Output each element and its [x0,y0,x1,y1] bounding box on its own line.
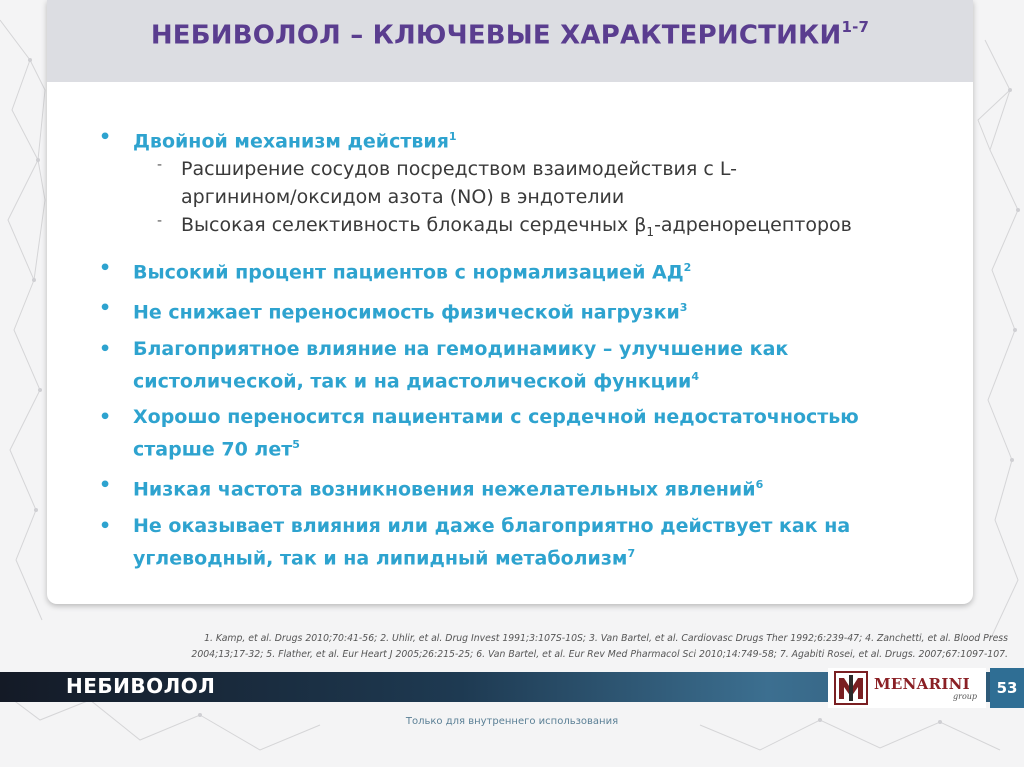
bullet-text: Хорошо переносится пациентами с сердечной недостаточностью [133,406,859,429]
bullet-text: углеводный, так и на липидный метаболизм [133,547,628,570]
sub-item-line: аргинином/оксидом азота (NO) в эндотелии [181,186,625,209]
menarini-emblem-icon [834,671,868,705]
list-item [99,471,959,503]
sub-item-text-post: -адренорецепторов [654,214,852,237]
sub-list-item [99,211,959,246]
internal-use-note: Только для внутреннего использования [405,716,619,727]
bullet-marker: • [99,257,112,280]
bullet-ref: 5 [292,438,300,452]
list-item [99,254,959,286]
bullet-text: Не снижает переносимость физической нагрузки [133,301,680,324]
sub-item-text: Высокая селективность блокады сердечных β [181,214,647,237]
sub-item-line: Расширение сосудов посредством взаимодействия с L- [181,158,737,181]
bullet-text: старше 70 лет [133,438,293,461]
list-item [99,335,959,395]
bullet-marker: • [99,297,112,320]
slide-title-text: НЕБИВОЛОЛ – КЛЮЧЕВЫЕ ХАРАКТЕРИСТИКИ [150,20,842,51]
bullet-marker: • [99,514,112,537]
bullet-ref: 7 [627,546,636,560]
bullet-text: Двойной механизм действия [133,130,449,153]
bullet-marker: • [99,126,112,148]
menarini-logo [828,668,986,708]
sub-list-item-continuation [99,183,959,211]
slide-card [47,0,973,604]
bullet-ref: 4 [691,369,699,383]
references [150,631,1008,663]
bullet-text: Высокий процент пациентов с нормализацией АД [133,261,684,284]
bullet-text: Низкая частота возникновения нежелательных явлений [133,478,756,501]
list-item [99,512,959,572]
bullet-text: Благоприятное влияние на гемодинамику – улучшение как [133,337,789,360]
bullet-marker: • [99,406,112,429]
slide-title [47,20,973,51]
bullet-ref: 3 [679,301,688,315]
reference-line: 2004;13;17-32; 5. Flather, et al. Eur Heart J 2005;26:215-25; 6. Van Bartel, et al. Eur Rev Med Pharmacol Sci 2010;14:749-58; 7. Agabiti Rosei, et al. Drugs. 2007;67:1097-107. [191,649,1008,660]
list-item [99,123,959,155]
bullet-marker: • [99,474,112,497]
bullet-ref: 6 [755,478,764,492]
bullet-ref: 1 [448,130,457,143]
reference-line: 1. Kamp, et al. Drugs 2010;70:41-56; 2. Uhlir, et al. Drug Invest 1991;3:107S-10S; 3. Van Bartel, et al. Cardiovasc Drugs Ther 1992;6:239-47; 4. Zanchetti, et al. Blood Press [204,633,1008,644]
footer-bar [0,672,1024,702]
beta-subscript: 1 [646,225,655,240]
bullet-text: Не оказывает влияния или даже благоприятно действует как на [133,514,851,537]
bullet-ref: 2 [683,261,692,275]
bullet-list [99,123,959,572]
page-number-badge: 53 [990,668,1024,708]
footer-brand: НЕБИВОЛОЛ [66,674,216,698]
logo-text: MENARINI [874,675,970,693]
list-item [99,403,959,463]
list-item [99,294,959,326]
dash-marker: - [157,157,163,174]
logo-subtext: group [953,692,978,701]
bullet-marker: • [99,337,112,360]
dash-marker: - [157,213,163,230]
sub-list-item [99,155,959,183]
bullet-text: систолической, так и на диастолической функции [133,370,692,393]
slide-title-ref: 1-7 [841,18,870,36]
